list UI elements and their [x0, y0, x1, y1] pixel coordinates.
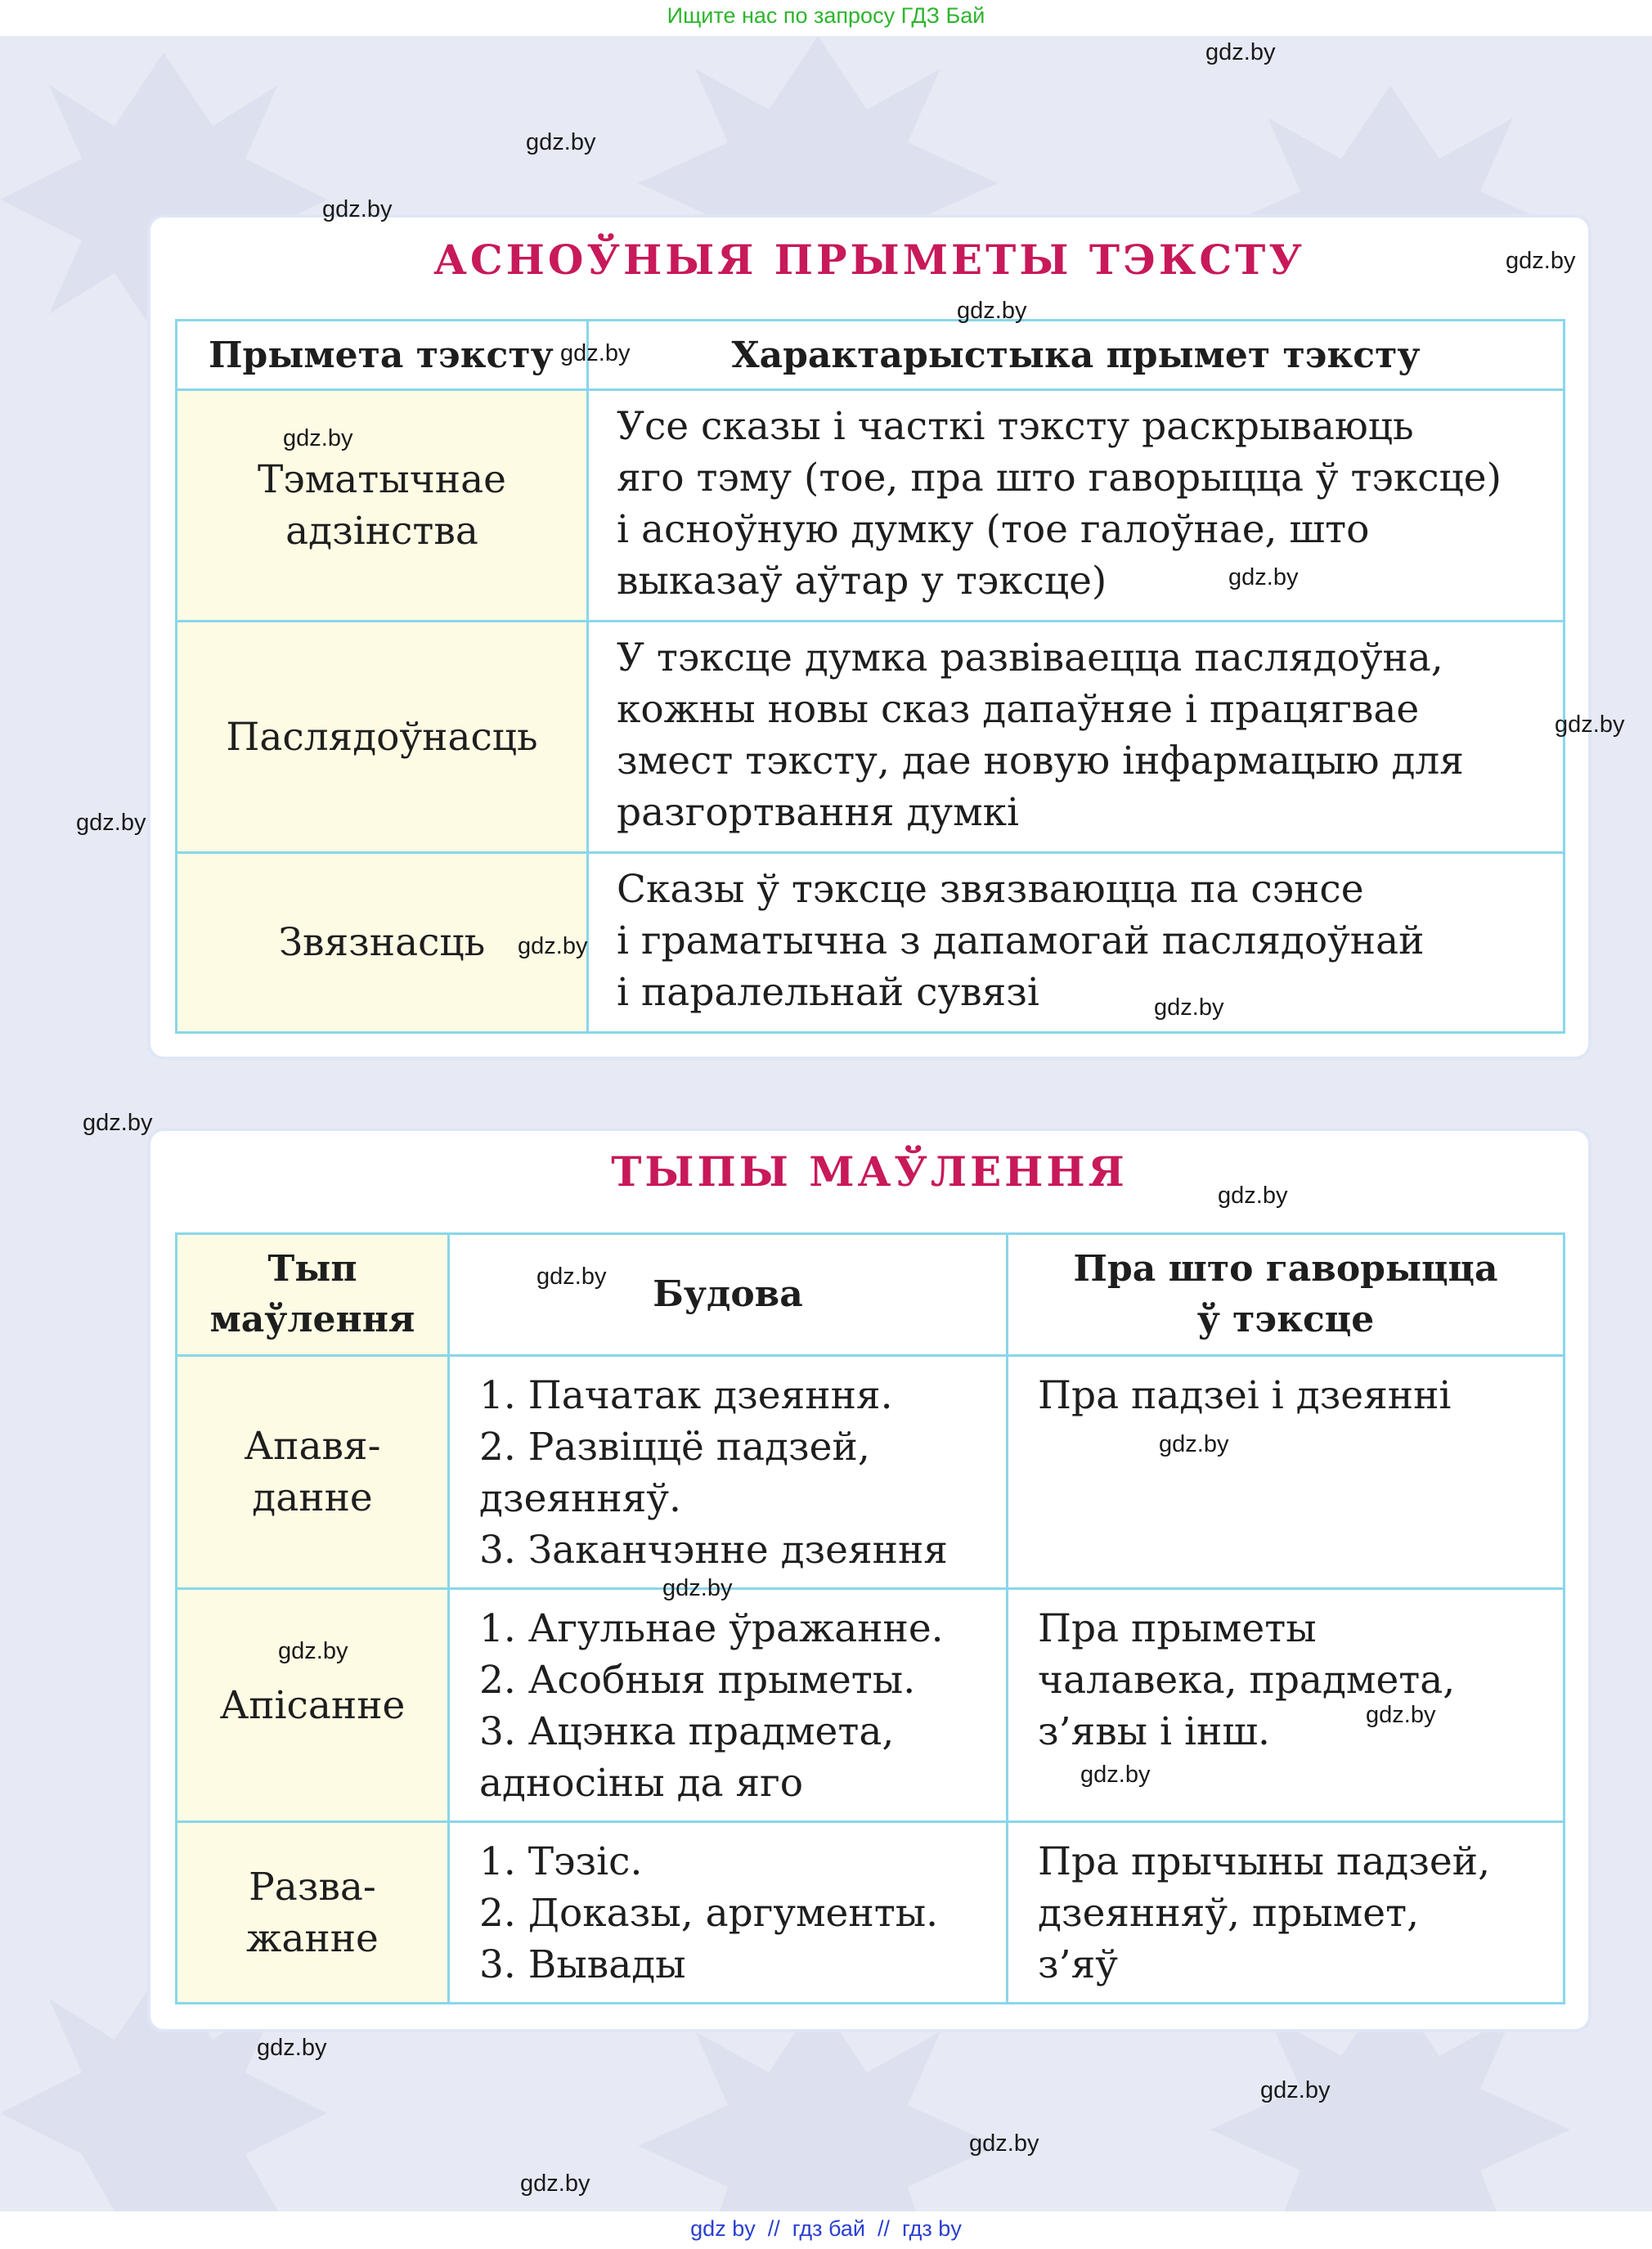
speech-type-structure [449, 1589, 1008, 1822]
structure-line: 1. Пачатак дзеяння. [479, 1373, 893, 1418]
footer-links [690, 2216, 962, 2242]
watermark-text: gdz.by [969, 2130, 1039, 2157]
header-line: маўлення [209, 1299, 415, 1340]
bottom-strip [0, 2211, 1652, 2249]
type-line: Апавя- [244, 1424, 381, 1469]
watermark-text: gdz.by [283, 425, 353, 451]
watermark-text: gdz.by [83, 1110, 153, 1136]
text-features-card [150, 218, 1588, 1057]
watermark-text: gdz.by [1159, 1431, 1229, 1457]
header-about [1008, 1234, 1564, 1356]
text-features-title: АСНОЎНЫЯ ПРЫМЕТЫ ТЭКСТУ [433, 236, 1305, 284]
structure-line: 3. Вывады [479, 1942, 686, 1987]
feature-name-line: Звязнасць [278, 920, 486, 965]
speech-type-name [177, 1356, 449, 1589]
feature-description [588, 622, 1564, 853]
footer-link[interactable]: gdz by [690, 2216, 756, 2241]
structure-line: 1. Агульнае ўражанне. [479, 1606, 944, 1651]
about-line: з’явы і інш. [1038, 1709, 1270, 1754]
table-row [177, 1356, 1564, 1589]
footer-link[interactable]: гдз бай [792, 2216, 865, 2241]
text-features-table [175, 319, 1565, 1034]
feature-name-line: Паслядоўнасць [226, 714, 538, 760]
speech-types-title: ТЫПЫ МАЎЛЕННЯ [611, 1147, 1128, 1196]
footer-separator: // [878, 2216, 891, 2241]
header-line: ў тэксце [1196, 1299, 1375, 1340]
type-line: Апісанне [219, 1682, 406, 1728]
watermark-text: gdz.by [526, 129, 596, 155]
speech-type-name [177, 1822, 449, 2004]
search-hint-link[interactable]: Ищите нас по запросу ГДЗ Бай [667, 3, 985, 28]
feature-name-line: адзінства [285, 509, 478, 554]
type-line: данне [252, 1475, 373, 1520]
watermark-text: gdz.by [1154, 994, 1224, 1021]
description-line: Усе сказы і часткі тэксту раскрываюць [617, 404, 1414, 449]
watermark-text: gdz.by [1080, 1762, 1151, 1788]
feature-name [177, 390, 588, 622]
watermark-text: gdz.by [1506, 248, 1576, 274]
watermark-text: gdz.by [278, 1638, 348, 1664]
table-row [177, 1589, 1564, 1822]
structure-line: 2. Доказы, аргументы. [479, 1891, 939, 1936]
structure-line: 2. Асобныя прыметы. [479, 1658, 916, 1703]
table-row [177, 1822, 1564, 2004]
structure-line: 1. Тэзіс. [479, 1839, 643, 1884]
watermark-text: gdz.by [76, 810, 146, 836]
table-row [177, 622, 1564, 853]
description-line: выказаў аўтар у тэксце) [617, 559, 1107, 604]
type-line: жанне [246, 1915, 379, 1961]
speech-type-about [1008, 1356, 1564, 1589]
header-line: Тып [267, 1248, 357, 1290]
speech-type-structure [449, 1822, 1008, 2004]
speech-type-about [1008, 1822, 1564, 2004]
feature-name [177, 622, 588, 853]
watermark-text: gdz.by [520, 2170, 590, 2197]
description-line: і граматычна з дапамогай паслядоўнай [617, 918, 1425, 963]
header-characteristic: Характарыстыка прымет тэксту [588, 321, 1564, 390]
structure-line: 3. Заканчэнне дзеяння [479, 1528, 948, 1573]
watermark-text: gdz.by [1555, 712, 1625, 738]
description-line: кожны новы сказ дапаўняе і працягвае [617, 687, 1420, 732]
description-line: яго тэму (тое, пра што гаворыцца ў тэксце) [617, 456, 1502, 501]
watermark-text: gdz.by [1228, 564, 1299, 590]
table-header-row [177, 321, 1564, 390]
about-line: Пра прыметы [1038, 1606, 1317, 1651]
about-line: Пра падзеі і дзеянні [1038, 1373, 1452, 1418]
description-line: разгортвання думкі [617, 790, 1020, 835]
watermark-text: gdz.by [662, 1575, 733, 1601]
watermark-text: gdz.by [1366, 1702, 1436, 1728]
footer-separator: // [767, 2216, 780, 2241]
watermark-text: gdz.by [518, 933, 588, 959]
type-line: Разва- [249, 1864, 376, 1910]
watermark-text: gdz.by [560, 340, 631, 366]
about-line: дзеянняў, прымет, [1038, 1891, 1420, 1936]
header-line: Будова [653, 1273, 803, 1315]
about-line: Пра прычыны падзей, [1038, 1839, 1491, 1884]
description-line: і асноўную думку (тое галоўнае, што [617, 507, 1370, 552]
description-line: змест тэксту, дае новую інфармацыю для [617, 738, 1464, 783]
structure-line: 2. Развіццё падзей, [479, 1425, 870, 1470]
about-line: з’яў [1038, 1942, 1118, 1987]
feature-description [588, 853, 1564, 1033]
header-line: Пра што гаворыцца [1073, 1248, 1498, 1290]
table-row [177, 390, 1564, 622]
footer-link[interactable]: гдз by [902, 2216, 962, 2241]
watermark-text: gdz.by [1260, 2077, 1331, 2103]
watermark-text: gdz.by [322, 196, 393, 222]
feature-name-line: Тэматычнае [258, 457, 506, 502]
description-line: Сказы ў тэксце звязваюцца па сэнсе [617, 867, 1364, 912]
about-line: чалавека, прадмета, [1038, 1658, 1456, 1703]
watermark-text: gdz.by [257, 2035, 327, 2061]
speech-types-card [150, 1131, 1588, 2029]
watermark-text: gdz.by [1205, 39, 1276, 65]
speech-type-structure [449, 1356, 1008, 1589]
structure-line: 3. Ацэнка прадмета, [479, 1709, 895, 1754]
feature-description [588, 390, 1564, 622]
watermark-text: gdz.by [536, 1264, 607, 1290]
structure-line: адносіны да яго [479, 1761, 804, 1806]
structure-line: дзеянняў. [479, 1476, 681, 1521]
speech-type-name [177, 1589, 449, 1822]
description-line: У тэксце думка развіваецца паслядоўна, [617, 635, 1443, 680]
watermark-text: gdz.by [957, 298, 1027, 324]
table-header-row [177, 1234, 1564, 1356]
top-strip [0, 0, 1652, 36]
header-feature: Прымета тэксту [177, 321, 588, 390]
watermark-text: gdz.by [1218, 1183, 1288, 1209]
header-type [177, 1234, 449, 1356]
header-structure [449, 1234, 1008, 1356]
description-line: і паралельнай сувязі [617, 970, 1039, 1015]
table-row [177, 853, 1564, 1033]
speech-types-table [175, 1232, 1565, 2004]
